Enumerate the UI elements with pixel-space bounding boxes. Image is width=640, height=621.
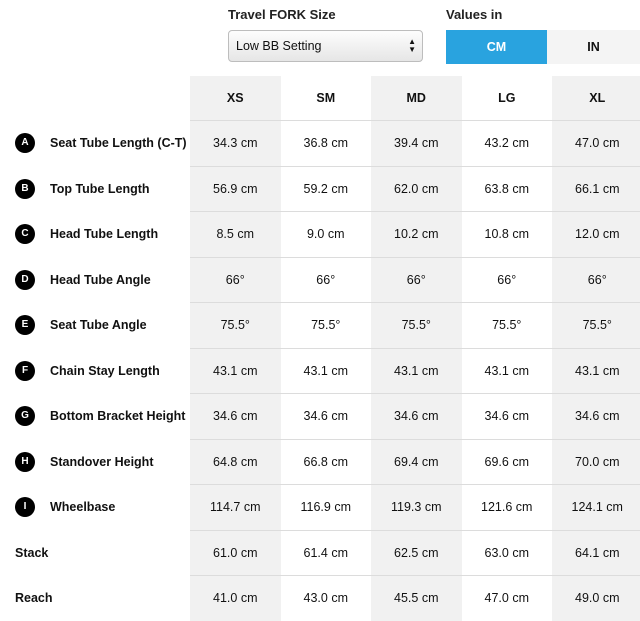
measurement-value: 64.8 cm [190, 439, 281, 485]
measurement-value: 121.6 cm [462, 485, 553, 531]
measurement-value: 36.8 cm [281, 121, 372, 167]
size-header: LG [498, 91, 516, 105]
measurement-value: 59.2 cm [281, 166, 372, 212]
measurement-value: 10.2 cm [371, 212, 462, 258]
measurement-value: 43.1 cm [552, 348, 640, 394]
table-row [0, 257, 640, 303]
measurement-label: Head Tube Length [50, 227, 159, 242]
size-header: XS [190, 76, 281, 121]
measurement-label: Wheelbase [50, 500, 116, 515]
row-label-cell [0, 576, 190, 621]
table-row [0, 121, 640, 167]
measurement-value: 75.5° [371, 303, 462, 349]
measurement-value: 34.6 cm [462, 394, 553, 440]
table-row [0, 394, 640, 440]
measurement-value: 69.6 cm [462, 439, 553, 485]
measurement-label: Bottom Bracket Height [50, 409, 186, 424]
measurement-value: 114.7 cm [190, 485, 281, 531]
row-label-cell [0, 212, 190, 258]
table-row [0, 166, 640, 212]
size-header: SM [316, 91, 336, 105]
table-row [0, 348, 640, 394]
measurement-value: 47.0 cm [462, 576, 553, 621]
measurement-value: 119.3 cm [371, 485, 462, 531]
measurement-value: 47.0 cm [552, 121, 640, 167]
row-label-cell [0, 530, 190, 576]
measurement-letter-badge: H [15, 452, 35, 472]
measurement-value: 34.3 cm [190, 121, 281, 167]
fork-size-selected-value: Low BB Setting [236, 39, 322, 53]
measurement-value: 10.8 cm [462, 212, 553, 258]
unit-in-button[interactable]: IN [547, 30, 640, 64]
measurement-value: 43.1 cm [281, 348, 372, 394]
measurement-value: 43.2 cm [462, 121, 553, 167]
values-in-label: Values in [446, 7, 503, 22]
measurement-value: 63.8 cm [462, 166, 553, 212]
measurement-value: 61.4 cm [281, 530, 372, 576]
measurement-letter-badge: C [15, 224, 35, 244]
measurement-value: 75.5° [462, 303, 553, 349]
header-spacer [0, 76, 190, 121]
measurement-value: 49.0 cm [552, 576, 640, 621]
row-label-cell [0, 166, 190, 212]
table-row [0, 439, 640, 485]
measurement-value: 66° [462, 257, 553, 303]
measurement-value: 66° [281, 257, 372, 303]
measurement-value: 34.6 cm [371, 394, 462, 440]
measurement-label: Reach [15, 591, 53, 605]
table-row [0, 212, 640, 258]
measurement-value: 66° [552, 257, 640, 303]
measurement-value: 75.5° [281, 303, 372, 349]
measurement-letter-badge: G [15, 406, 35, 426]
measurement-label: Head Tube Angle [50, 272, 151, 287]
measurement-label: Seat Tube Angle [50, 318, 147, 333]
measurement-value: 8.5 cm [190, 212, 281, 258]
unit-cm-button[interactable]: CM [446, 30, 547, 64]
measurement-value: 34.6 cm [552, 394, 640, 440]
measurement-value: 34.6 cm [281, 394, 372, 440]
measurement-label: Stack [15, 545, 49, 560]
measurement-letter-badge: B [15, 179, 35, 199]
row-label-cell [0, 303, 190, 349]
table-row [0, 576, 640, 621]
measurement-value: 70.0 cm [552, 439, 640, 485]
measurement-value: 9.0 cm [281, 212, 372, 258]
table-row [0, 303, 640, 349]
table-row [0, 530, 640, 576]
measurement-value: 12.0 cm [552, 212, 640, 258]
measurement-value: 124.1 cm [552, 485, 640, 531]
fork-size-select[interactable] [228, 30, 423, 62]
measurement-value: 41.0 cm [190, 576, 281, 621]
measurement-value: 75.5° [190, 303, 281, 349]
measurement-value: 116.9 cm [281, 485, 372, 531]
measurement-value: 66° [190, 257, 281, 303]
measurement-value: 75.5° [552, 303, 640, 349]
measurement-value: 66.8 cm [281, 439, 372, 485]
measurement-label: Standover Height [50, 454, 154, 469]
measurement-value: 61.0 cm [190, 530, 281, 576]
measurement-label: Seat Tube Length (C-T) [50, 136, 187, 151]
measurement-value: 45.5 cm [371, 576, 462, 621]
measurement-value: 43.1 cm [190, 348, 281, 394]
size-header: MD [371, 76, 462, 121]
measurement-letter-badge: F [15, 361, 35, 381]
measurement-value: 62.0 cm [371, 166, 462, 212]
measurement-letter-badge: D [15, 270, 35, 290]
row-label-cell [0, 394, 190, 440]
measurement-value: 63.0 cm [462, 530, 553, 576]
measurement-letter-badge: E [15, 315, 35, 335]
row-label-cell [0, 485, 190, 531]
measurement-letter-badge: I [15, 497, 35, 517]
measurement-value: 43.1 cm [462, 348, 553, 394]
geometry-table [0, 76, 640, 621]
measurement-value: 62.5 cm [371, 530, 462, 576]
measurement-value: 39.4 cm [371, 121, 462, 167]
row-label-cell [0, 121, 190, 167]
measurement-letter-badge: A [15, 133, 35, 153]
measurement-value: 69.4 cm [371, 439, 462, 485]
size-header-row [0, 76, 640, 121]
row-label-cell [0, 257, 190, 303]
measurement-value: 66.1 cm [552, 166, 640, 212]
measurement-value: 56.9 cm [190, 166, 281, 212]
row-label-cell [0, 439, 190, 485]
measurement-value: 43.0 cm [281, 576, 372, 621]
select-arrows-icon: ▲ ▼ [408, 37, 416, 54]
measurement-value: 34.6 cm [190, 394, 281, 440]
measurement-value: 64.1 cm [552, 530, 640, 576]
table-row [0, 485, 640, 531]
measurement-value: 43.1 cm [371, 348, 462, 394]
size-header: XL [552, 76, 640, 121]
fork-size-label: Travel FORK Size [228, 7, 336, 22]
measurement-label: Top Tube Length [50, 181, 150, 196]
measurement-label: Chain Stay Length [50, 363, 160, 378]
measurement-value: 66° [371, 257, 462, 303]
row-label-cell [0, 348, 190, 394]
